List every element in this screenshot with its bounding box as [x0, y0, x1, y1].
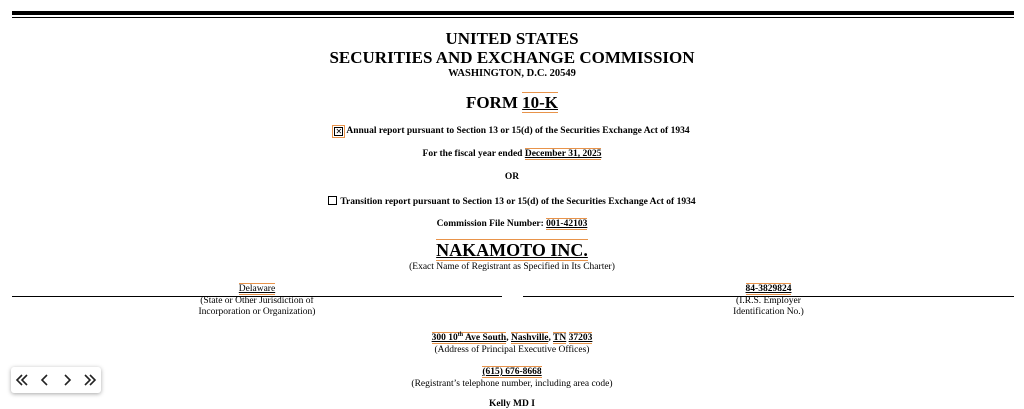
- street-number: 300 10: [431, 333, 458, 344]
- irs-caption-1: (I.R.S. Employer: [736, 296, 801, 306]
- header-line-1: UNITED STATES: [445, 29, 579, 48]
- address-state: TN: [553, 333, 567, 344]
- top-rule-thick: [12, 11, 1014, 15]
- state-value: Delaware: [238, 284, 276, 294]
- or-text: OR: [504, 172, 520, 182]
- double-chevron-right-icon: [83, 374, 97, 386]
- transition-report-line: [0, 196, 1024, 207]
- address-sep-2: ,: [548, 333, 554, 344]
- cutoff-line: Kelly MD I: [489, 399, 535, 409]
- double-chevron-left-icon: [15, 374, 29, 386]
- annual-report-line: [0, 126, 1024, 136]
- registrant-name-line: [0, 240, 1024, 261]
- header-line-3: WASHINGTON, D.C. 20549: [448, 68, 576, 79]
- address-street: [432, 332, 507, 344]
- commission-file-number: 001-42103: [546, 219, 588, 229]
- prev-page-button[interactable]: [35, 369, 55, 391]
- chevron-right-icon: [62, 374, 72, 386]
- address-caption: (Address of Principal Executive Offices): [434, 345, 590, 355]
- last-page-button[interactable]: [80, 369, 100, 391]
- header-line-2: SECURITIES AND EXCHANGE COMMISSION: [329, 48, 695, 67]
- registrant-name: NAKAMOTO INC.: [436, 240, 588, 260]
- page-navigator: [11, 367, 101, 393]
- phone-caption: (Registrant’s telephone number, including area code): [411, 379, 613, 389]
- form-prefix: FORM: [465, 93, 523, 112]
- annual-checkbox-icon[interactable]: ✕: [335, 127, 343, 136]
- phone-value: (615) 676-8668: [482, 367, 542, 377]
- address-zip: 37203: [568, 333, 593, 344]
- irs-block: [523, 284, 1014, 318]
- commission-file-label: Commission File Number:: [436, 219, 547, 229]
- street-name: Ave South: [463, 333, 507, 344]
- transition-report-text: Transition report pursuant to Section 13 or 15(d) of the Securities Exchange Act of 1934: [340, 197, 696, 207]
- phone-line: [0, 367, 1024, 377]
- transition-checkbox-icon[interactable]: [328, 196, 337, 205]
- commission-file-line: [0, 219, 1024, 229]
- fiscal-year-value: December 31, 2025: [524, 149, 602, 159]
- form-type: 10-K: [522, 93, 559, 112]
- address-line: [0, 332, 1024, 343]
- first-page-button[interactable]: [12, 369, 32, 391]
- fiscal-year-label: For the fiscal year ended: [422, 149, 525, 159]
- state-caption-1: (State or Other Jurisdiction of: [200, 296, 314, 306]
- top-rule-thin: [12, 17, 1014, 18]
- address-sep-1: ,: [506, 333, 511, 344]
- registrant-caption: (Exact Name of Registrant as Specified in Its Charter): [409, 262, 615, 272]
- state-block: [12, 284, 502, 318]
- form-title: [0, 93, 1024, 113]
- chevron-left-icon: [40, 374, 50, 386]
- irs-caption-2: Identification No.): [733, 307, 804, 317]
- street-ordinal: th: [457, 332, 464, 338]
- address-city: Nashville: [510, 333, 549, 344]
- annual-report-text: Annual report pursuant to Section 13 or 15(d) of the Securities Exchange Act of 1934: [346, 126, 690, 136]
- fiscal-year-line: [0, 149, 1024, 159]
- irs-value: 84-3829824: [745, 284, 792, 294]
- next-page-button[interactable]: [57, 369, 77, 391]
- state-caption-2: Incorporation or Organization): [198, 307, 316, 317]
